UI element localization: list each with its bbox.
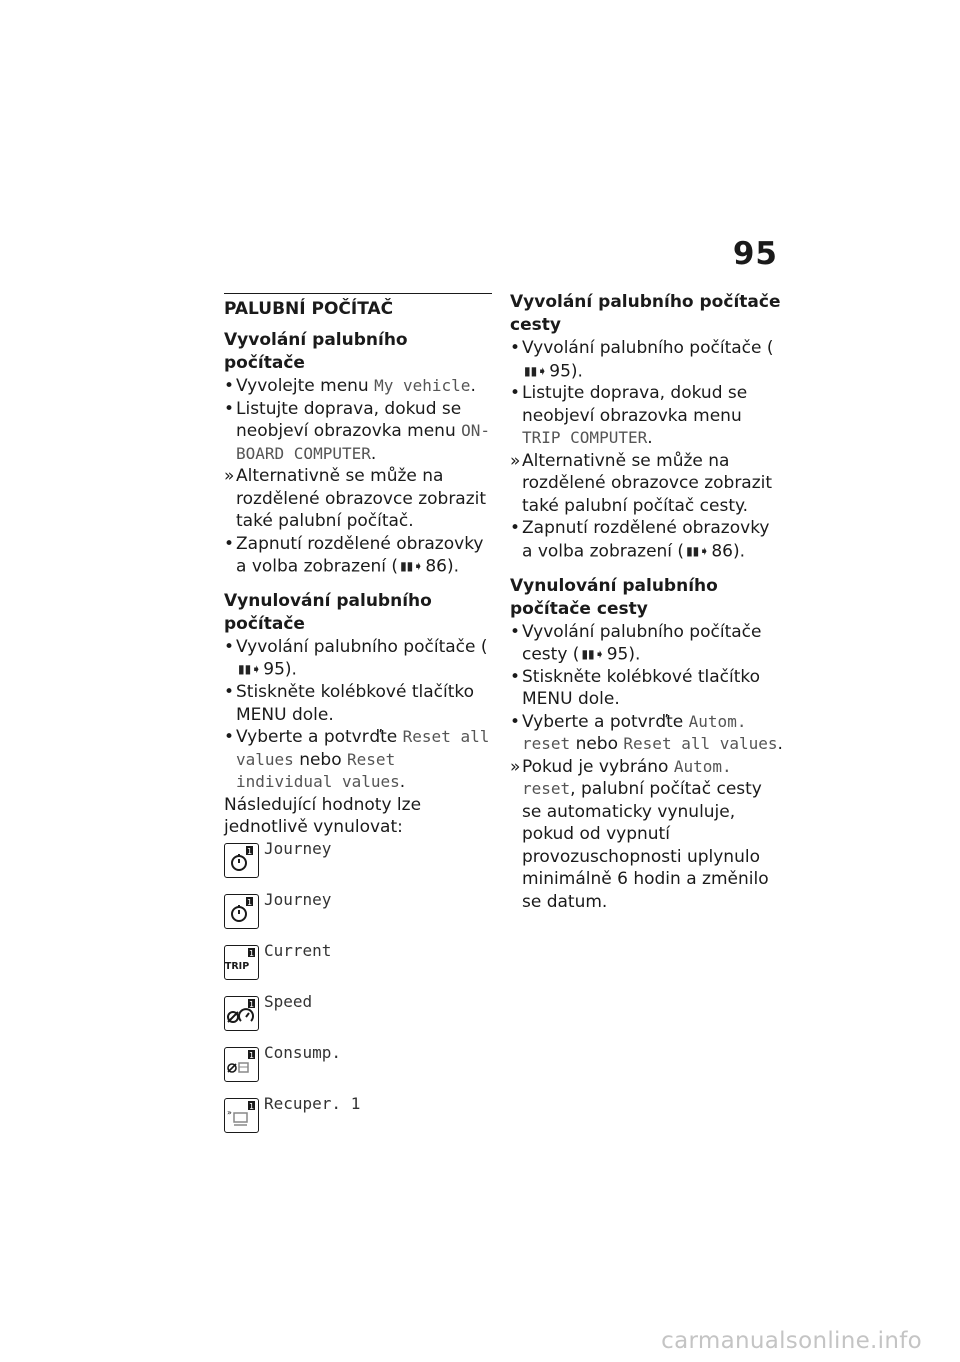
- list-item: • Listujte doprava, dokud se neobjeví obrazovka menu ON-BOARD COMPUTER.: [224, 398, 491, 464]
- watermark: carmanualsonline.info: [661, 1328, 922, 1354]
- section-title: PALUBNÍ POČÍTAČ: [224, 299, 394, 319]
- svg-text:1: 1: [248, 999, 255, 1009]
- bullet-icon: •: [510, 338, 521, 358]
- right-column: [510, 291, 785, 913]
- bullet-icon: •: [510, 518, 521, 539]
- value-label: Current: [264, 940, 332, 960]
- value-label: Speed: [264, 991, 313, 1011]
- list-item: • Vyvolání palubního počítače (▮▮➧ 95).: [510, 338, 774, 381]
- bullet-icon: •: [510, 711, 521, 732]
- bullet-icon: •: [224, 398, 235, 419]
- bullet-icon: •: [510, 666, 521, 687]
- list-item: • Zapnutí rozdělené obrazovky a volba zobrazení ( ▮▮➧ 86).: [510, 518, 770, 561]
- stopwatch-icon: [224, 894, 259, 929]
- trip-icon: [224, 945, 259, 980]
- result-item: » Pokud je vybráno Autom. reset, palubní počítač cesty se automaticky vynuluje, pokud od vypnutí provozuschopnosti uplynulo minimálně 6 hodin a změnilo se datum.: [510, 756, 769, 912]
- page-ref-arrow-icon: ▮▮➧: [400, 559, 424, 573]
- heading-call-computer: Vyvolání palubního počítače: [224, 330, 408, 373]
- bullet-icon: •: [224, 727, 235, 747]
- speed-avg-icon: [224, 996, 259, 1031]
- svg-text:»: »: [227, 1107, 232, 1117]
- page-ref[interactable]: 95: [606, 644, 629, 665]
- menu-option: Reset all values: [236, 727, 490, 769]
- menu-option: Autom. reset: [522, 756, 732, 799]
- bullet-icon: •: [224, 376, 235, 396]
- list-item: • Zapnutí rozdělené obrazovky a volba zobrazení ( ▮▮➧ 86).: [224, 533, 484, 577]
- bullet-icon: •: [224, 682, 235, 702]
- page-ref[interactable]: 95: [263, 659, 285, 680]
- list-item: • Stiskněte kolébkové tlačítko MENU dole.: [224, 682, 474, 725]
- value-row: [224, 941, 492, 992]
- value-row: [224, 890, 492, 941]
- svg-text:1: 1: [248, 948, 255, 958]
- menu-name: My vehicle: [374, 376, 471, 395]
- list-item: • Vyvolejte menu My vehicle.: [224, 376, 476, 396]
- bullet-icon: •: [224, 533, 235, 554]
- consumption-avg-icon: [224, 1047, 259, 1082]
- value-label: Consump.: [264, 1042, 342, 1062]
- svg-text:1: 1: [248, 1050, 255, 1060]
- menu-option: Autom. reset: [522, 711, 747, 754]
- svg-text:TRIP: TRIP: [225, 960, 250, 972]
- recuperation-icon: [224, 1098, 259, 1133]
- list-item: • Stiskněte kolébkové tlačítko MENU dole.: [510, 666, 760, 710]
- values-intro: Následující hodnoty lze jednotlivě vynulovat:: [224, 794, 422, 837]
- menu-name: ON-BOARD COMPUTER: [236, 421, 491, 463]
- menu-option: Reset individual values: [236, 749, 400, 791]
- page-ref-arrow-icon: ▮▮➧: [524, 363, 548, 378]
- value-row: [224, 1043, 492, 1094]
- result-item: » Alternativně se může na rozdělené obrazovce zobrazit také palubní počítač.: [224, 466, 487, 531]
- bullet-icon: •: [510, 383, 521, 404]
- value-label: Journey: [264, 838, 332, 858]
- svg-text:1: 1: [248, 1101, 255, 1111]
- bullet-icon: •: [510, 621, 521, 642]
- page-ref-arrow-icon: ▮▮➧: [686, 543, 710, 558]
- page-ref-arrow-icon: ▮▮➧: [581, 647, 605, 661]
- heading-reset-trip-computer: Vynulování palubního počítače cesty: [510, 575, 718, 619]
- section-rule: [224, 293, 492, 294]
- result-arrow-icon: »: [510, 756, 521, 777]
- value-label: Recuper. 1: [264, 1093, 361, 1113]
- stopwatch-icon: [224, 843, 259, 878]
- list-item: • Listujte doprava, dokud se neobjeví obrazovka menu TRIP COMPUTER.: [510, 383, 748, 449]
- result-item: » Alternativně se může na rozdělené obrazovce zobrazit také palubní počítač cesty.: [510, 450, 773, 516]
- list-item: • Vyberte a potvrďte Autom. reset nebo Reset all values.: [510, 711, 783, 755]
- value-row: [224, 992, 492, 1043]
- svg-text:1: 1: [246, 897, 253, 907]
- list-item: • Vyberte a potvrďte Reset all values nebo Reset individual values.: [224, 727, 490, 792]
- page-ref-arrow-icon: ▮▮➧: [238, 662, 262, 677]
- value-label: Journey: [264, 889, 332, 909]
- result-arrow-icon: »: [510, 450, 521, 471]
- result-arrow-icon: »: [224, 466, 235, 486]
- bullet-icon: •: [224, 636, 235, 657]
- page-ref[interactable]: 86: [711, 541, 733, 561]
- menu-option: Reset all values: [623, 734, 778, 754]
- page-ref[interactable]: 95: [549, 360, 571, 381]
- heading-call-trip-computer: Vyvolání palubního počítače cesty: [510, 292, 781, 335]
- heading-reset-computer: Vynulování palubního počítače: [224, 590, 432, 634]
- list-item: • Vyvolání palubního počítače (▮▮➧ 95).: [224, 636, 488, 680]
- list-item: • Vyvolání palubního počítače cesty ( ▮▮➧ 95).: [510, 621, 762, 665]
- page-number: 95: [732, 236, 778, 272]
- page-ref[interactable]: 86: [425, 556, 447, 577]
- left-column: [224, 293, 492, 1145]
- svg-text:1: 1: [246, 846, 253, 856]
- menu-name: TRIP COMPUTER: [522, 428, 648, 448]
- value-row: [224, 1094, 492, 1145]
- value-row: [224, 839, 492, 890]
